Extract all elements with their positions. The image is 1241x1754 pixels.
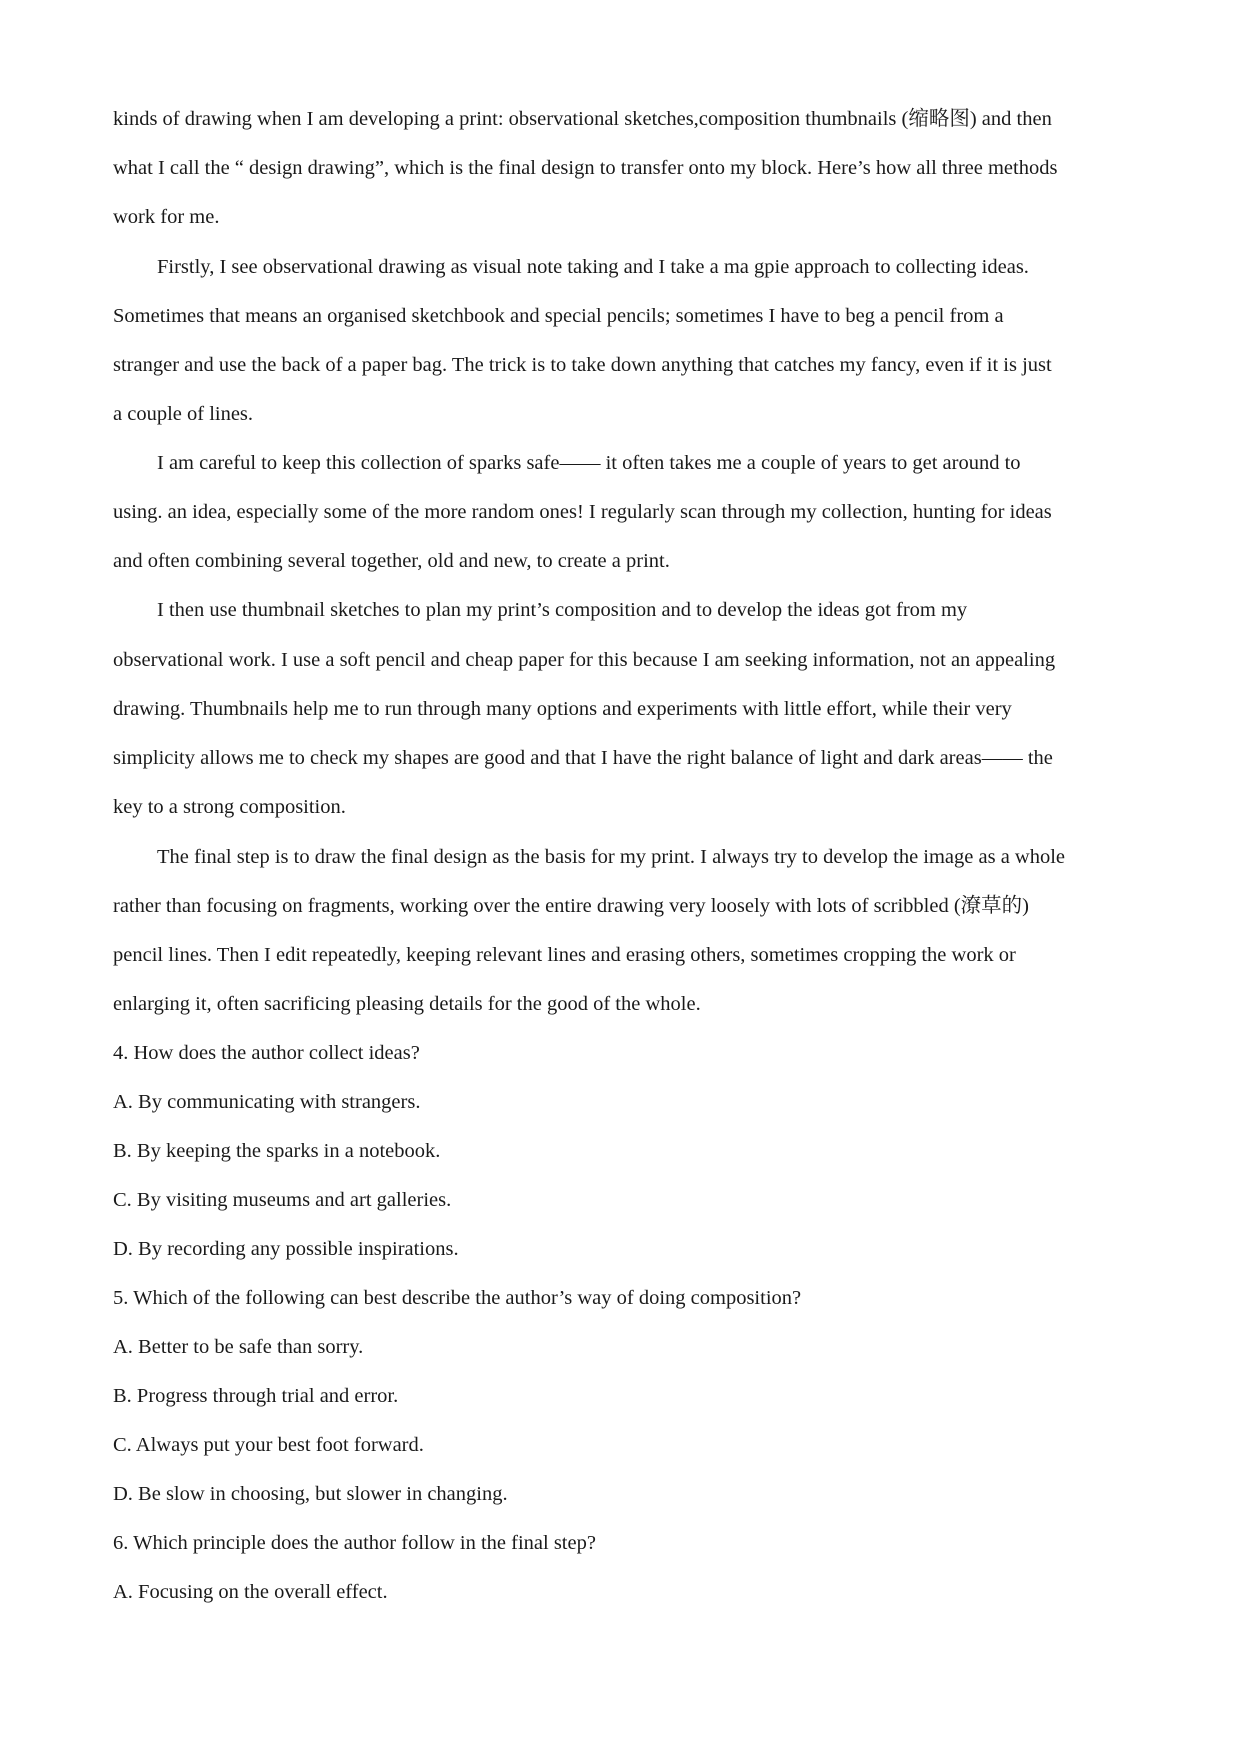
option-a: A. By communicating with strangers.	[113, 1091, 421, 1113]
paragraph-line: a couple of lines.	[113, 403, 254, 425]
option-d: D. By recording any possible inspirations.	[113, 1238, 459, 1260]
paragraph-line: using. an idea, especially some of the more random ones! I regularly scan through my collection, hunting for ideas	[113, 501, 1052, 523]
option-c: C. By visiting museums and art galleries.	[113, 1189, 452, 1211]
paragraph-line: I then use thumbnail sketches to plan my print’s composition and to develop the ideas got from my	[157, 599, 968, 621]
paragraph-line: rather than focusing on fragments, working over the entire drawing very loosely with lots of scribbled (潦草的)	[113, 895, 1030, 917]
paragraph-line: simplicity allows me to check my shapes are good and that I have the right balance of light and dark areas—— the	[113, 747, 1053, 769]
paragraph-line: work for me.	[113, 206, 220, 228]
paragraph-line: what I call the “ design drawing”, which is the final design to transfer onto my block. Here’s how all three methods	[113, 157, 1058, 179]
question-stem: 6. Which principle does the author follow in the final step?	[113, 1532, 596, 1554]
paragraph-line: The final step is to draw the final design as the basis for my print. I always try to develop the image as a whole	[157, 846, 1066, 868]
paragraph-line: stranger and use the back of a paper bag. The trick is to take down anything that catches my fancy, even if it is just	[113, 354, 1052, 376]
paragraph-line: pencil lines. Then I edit repeatedly, keeping relevant lines and erasing others, sometimes cropping the work or	[113, 944, 1016, 966]
paragraph-line: I am careful to keep this collection of sparks safe—— it often takes me a couple of years to get around to	[157, 452, 1021, 474]
option-a: A. Better to be safe than sorry.	[113, 1336, 364, 1358]
paragraph-line: observational work. I use a soft pencil and cheap paper for this because I am seeking information, not an appealing	[113, 649, 1056, 671]
paragraph-line: kinds of drawing when I am developing a print: observational sketches,composition thumbnails (缩略图) and then	[113, 108, 1052, 130]
option-a: A. Focusing on the overall effect.	[113, 1581, 388, 1603]
question-stem: 5. Which of the following can best describe the author’s way of doing composition?	[113, 1287, 802, 1309]
question-stem: 4. How does the author collect ideas?	[113, 1042, 420, 1064]
option-d: D. Be slow in choosing, but slower in changing.	[113, 1483, 508, 1505]
option-b: B. By keeping the sparks in a notebook.	[113, 1140, 441, 1162]
paragraph-line: enlarging it, often sacrificing pleasing details for the good of the whole.	[113, 993, 701, 1015]
paragraph-line: key to a strong composition.	[113, 796, 346, 818]
option-c: C. Always put your best foot forward.	[113, 1434, 424, 1456]
option-b: B. Progress through trial and error.	[113, 1385, 399, 1407]
paragraph-line: and often combining several together, old and new, to create a print.	[113, 550, 670, 572]
paragraph-line: Sometimes that means an organised sketchbook and special pencils; sometimes I have to beg a pencil from a	[113, 305, 1004, 327]
paragraph-line: Firstly, I see observational drawing as visual note taking and I take a ma gpie approach to collecting ideas.	[157, 256, 1029, 278]
paragraph-line: drawing. Thumbnails help me to run through many options and experiments with little effort, while their very	[113, 698, 1012, 720]
